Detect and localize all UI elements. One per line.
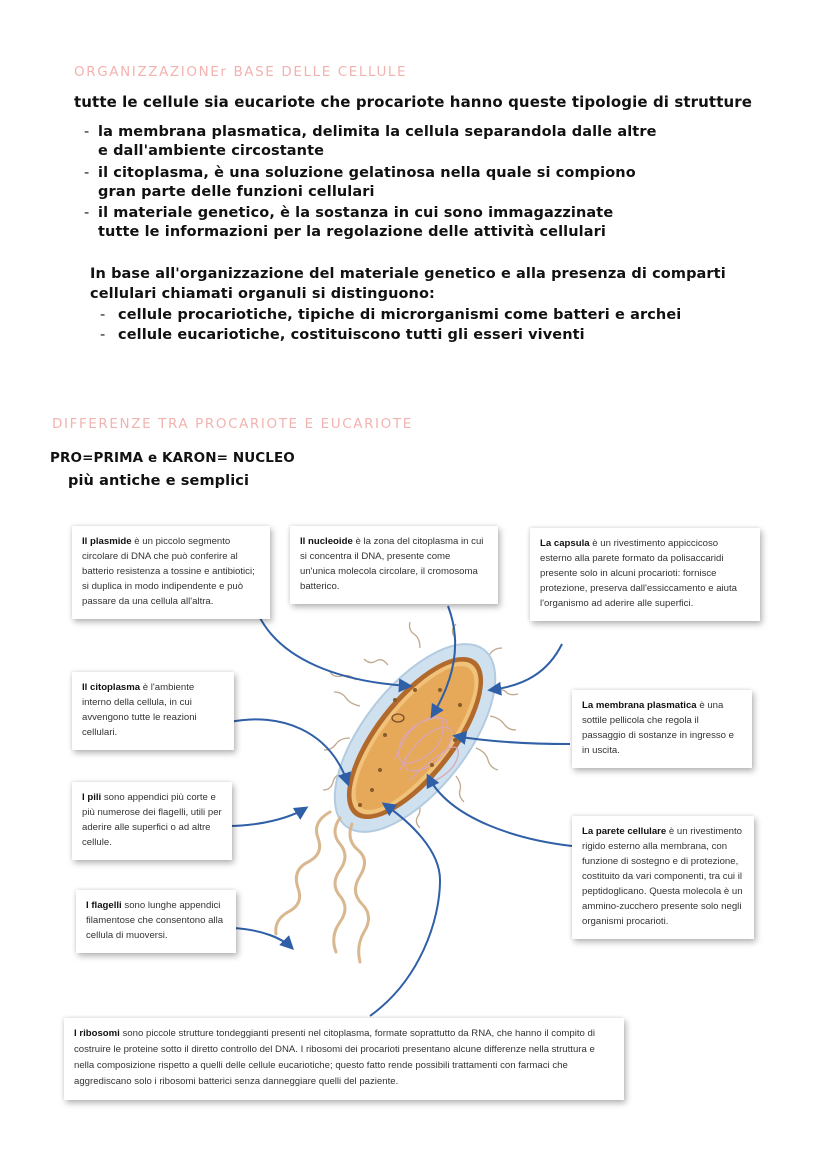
subtitle-line: più antiche e semplici bbox=[68, 473, 250, 489]
desc-citoplasma: è l'ambiente interno della cellula, in cui avvengono tutte le reazioni cellulari. bbox=[82, 682, 197, 738]
desc-ribosomi: sono piccole strutture tondeggianti presenti nel citoplasma, formate soprattutto da RNA, che hanno il compito di costruire le proteine sotto il diretto controllo del DNA. I ribosomi dei procarioti presentano alcune differenze nella struttura e nella composizione rispetto a quelli delle cellule eucariotiche; questo fatto rende possibili trattamenti con farmaci che aggrediscano solo i ribosomi batterici senza danneggiare quelli del paziente. bbox=[74, 1028, 595, 1087]
term-nucleoide: Il nucleoide bbox=[300, 536, 353, 547]
subitem-eucariotiche: cellule eucariotiche, costituiscono tutti gli esseri viventi bbox=[118, 327, 585, 343]
term-flagelli: I flagelli bbox=[86, 900, 122, 911]
desc-membrana: è una sottile pellicola che regola il passaggio di sostanze in ingresso e in uscita. bbox=[582, 700, 734, 756]
section-heading-differenze: DIFFERENZE TRA PROCARIOTE E EUCARIOTE bbox=[52, 416, 413, 432]
note-capsula bbox=[530, 528, 760, 621]
term-plasmide: Il plasmide bbox=[82, 536, 132, 547]
item-citoplasma-line1: il citoplasma, è una soluzione gelatinosa nella quale si compiono bbox=[98, 165, 636, 181]
item-materiale-line1: il materiale genetico, è la sostanza in cui sono immagazzinate bbox=[98, 205, 614, 221]
note-nucleoide bbox=[290, 526, 498, 604]
term-membrana: La membrana plasmatica bbox=[582, 700, 697, 711]
desc-flagelli: sono lunghe appendici filamentose che consentono alla cellula di muoversi. bbox=[86, 900, 224, 941]
note-citoplasma bbox=[72, 672, 234, 750]
item-membrana-line1: la membrana plasmatica, delimita la cellula separandola dalle altre bbox=[98, 124, 657, 140]
note-pili bbox=[72, 782, 232, 860]
paragraph-line1: In base all'organizzazione del materiale genetico e alla presenza di comparti bbox=[90, 266, 726, 282]
flagella bbox=[276, 812, 369, 962]
bullet-dash: - bbox=[84, 165, 90, 181]
term-pili: I pili bbox=[82, 792, 102, 803]
note-membrana bbox=[572, 690, 752, 768]
bullet-dash: - bbox=[100, 327, 106, 343]
note-ribosomi bbox=[64, 1018, 624, 1100]
subitem-procariotiche: cellule procariotiche, tipiche di microrganismi come batteri e archei bbox=[118, 307, 682, 323]
bullet-dash: - bbox=[84, 124, 90, 140]
item-membrana-line2: e dall'ambiente circostante bbox=[98, 143, 325, 159]
section-heading-organizzazione: ORGANIZZAZIONEr BASE DELLE CELLULE bbox=[74, 64, 408, 80]
desc-plasmide: è un piccolo segmento circolare di DNA che può conferire al batterio resistenza a tossine e antibiotici; si duplica in modo indipendente e può passare da una cellula all'altra. bbox=[82, 536, 255, 607]
paragraph-line2: cellulari chiamati organuli si distinguono: bbox=[90, 286, 435, 302]
note-parete bbox=[572, 816, 754, 939]
term-capsula: La capsula bbox=[540, 538, 590, 549]
etymology-line: PRO=PRIMA e KARON= NUCLEO bbox=[50, 450, 295, 466]
note-plasmide bbox=[72, 526, 270, 619]
item-citoplasma-line2: gran parte delle funzioni cellulari bbox=[98, 184, 375, 200]
term-parete: La parete cellulare bbox=[582, 826, 667, 837]
item-materiale-line2: tutte le informazioni per la regolazione delle attività cellulari bbox=[98, 224, 606, 240]
bullet-dash: - bbox=[84, 205, 90, 221]
desc-parete: è un rivestimento rigido esterno alla membrana, con funzione di sostegno e di protezione, costituito da vari componenti, tra cui il peptidoglicano. Questa molecola è un ammino-zucchero presente solo negli organismi procarioti. bbox=[582, 826, 743, 927]
desc-capsula: è un rivestimento appiccicoso esterno alla parete formato da polisaccaridi presente solo in alcuni procarioti: fornisce protezione, preserva dall'essiccamento e aiuta l'organismo ad aderire alle superfici. bbox=[540, 538, 738, 609]
desc-pili: sono appendici più corte e più numerose dei flagelli, utili per aderire alle superfici o ad altre cellule. bbox=[82, 792, 222, 848]
desc-nucleoide: è la zona del citoplasma in cui si concentra il DNA, presente come un'unica molecola circolare, il cromosoma batterico. bbox=[300, 536, 484, 592]
bullet-dash: - bbox=[100, 307, 106, 323]
term-citoplasma: Il citoplasma bbox=[82, 682, 141, 693]
intro-line: tutte le cellule sia eucariote che procariote hanno queste tipologie di strutture bbox=[74, 93, 753, 111]
term-ribosomi: I ribosomi bbox=[74, 1028, 120, 1039]
note-flagelli bbox=[76, 890, 236, 953]
